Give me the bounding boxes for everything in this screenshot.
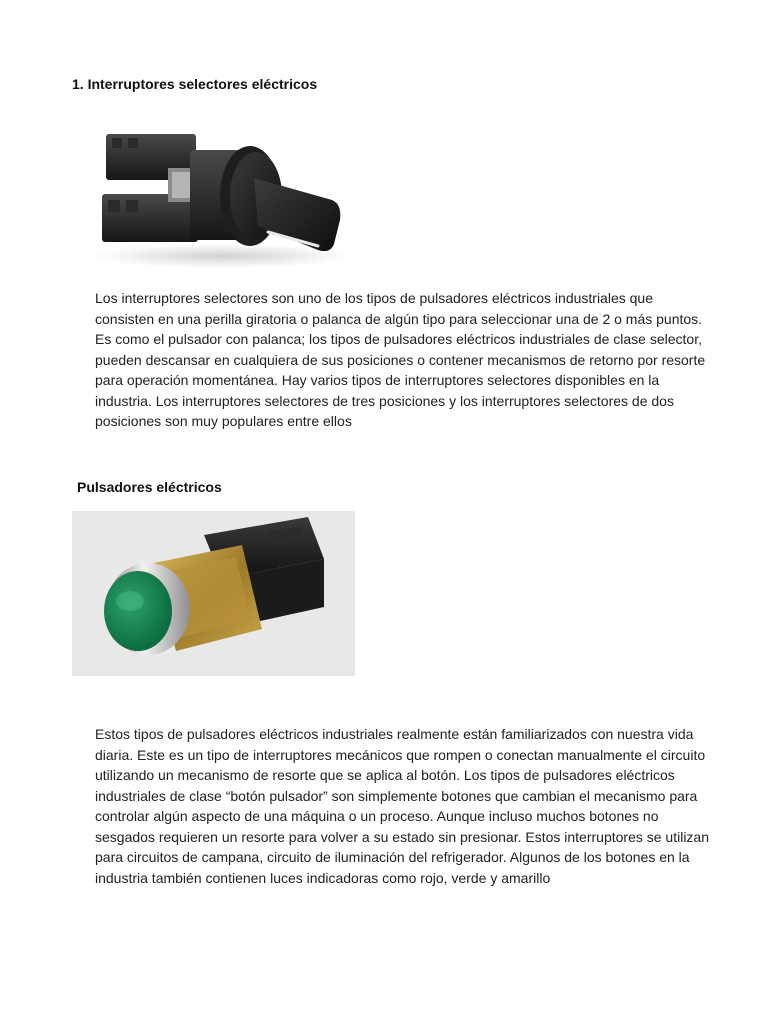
push-button-image — [72, 511, 355, 676]
section-heading-push-buttons: Pulsadores eléctricos — [77, 479, 222, 495]
selector-switch-image — [72, 108, 368, 272]
section-paragraph-push-buttons: Estos tipos de pulsadores eléctricos industriales realmente están familiarizados con nuestra vida diaria. Este es un tipo de interruptores mecánicos que rompen o conectan manualmente el circuito utilizando un mecanismo de resorte que se aplica al botón. Los tipos de pulsadores eléctricos industriales de clase “botón pulsador” son simplemente botones que cambian el mecanismo para controlar algún aspecto de una máquina o un proceso. Aunque incluso muchos botones no sesgados requieren un resorte para volver a su estado sin presionar. Estos interruptores se utilizan para circuitos de campana, circuito de iluminación del refrigerador. Algunos de los botones en la industria también contienen luces indicadoras como rojo, verde y amarillo — [95, 726, 710, 886]
selector-switch-illustration — [72, 108, 368, 272]
push-button-illustration — [72, 511, 355, 676]
section-paragraph-selector-switches: Los interruptores selectores son uno de los tipos de pulsadores eléctricos industriales que consisten en una perilla giratoria o palanca de algún tipo para seleccionar una de 2 o más puntos. Es como el pulsador con palanca; los tipos de pulsadores eléctricos industriales de clase selector, pueden descansar en cualquiera de sus posiciones o contener mecanismos de retorno por resorte para operación momentánea. Hay varios tipos de interruptores selectores disponibles en la industria. Los interruptores selectores de tres posiciones y los interruptores selectores de dos posiciones son muy populares entre ellos — [95, 290, 706, 429]
section-heading-selector-switches: 1. Interruptores selectores eléctricos — [72, 76, 318, 92]
